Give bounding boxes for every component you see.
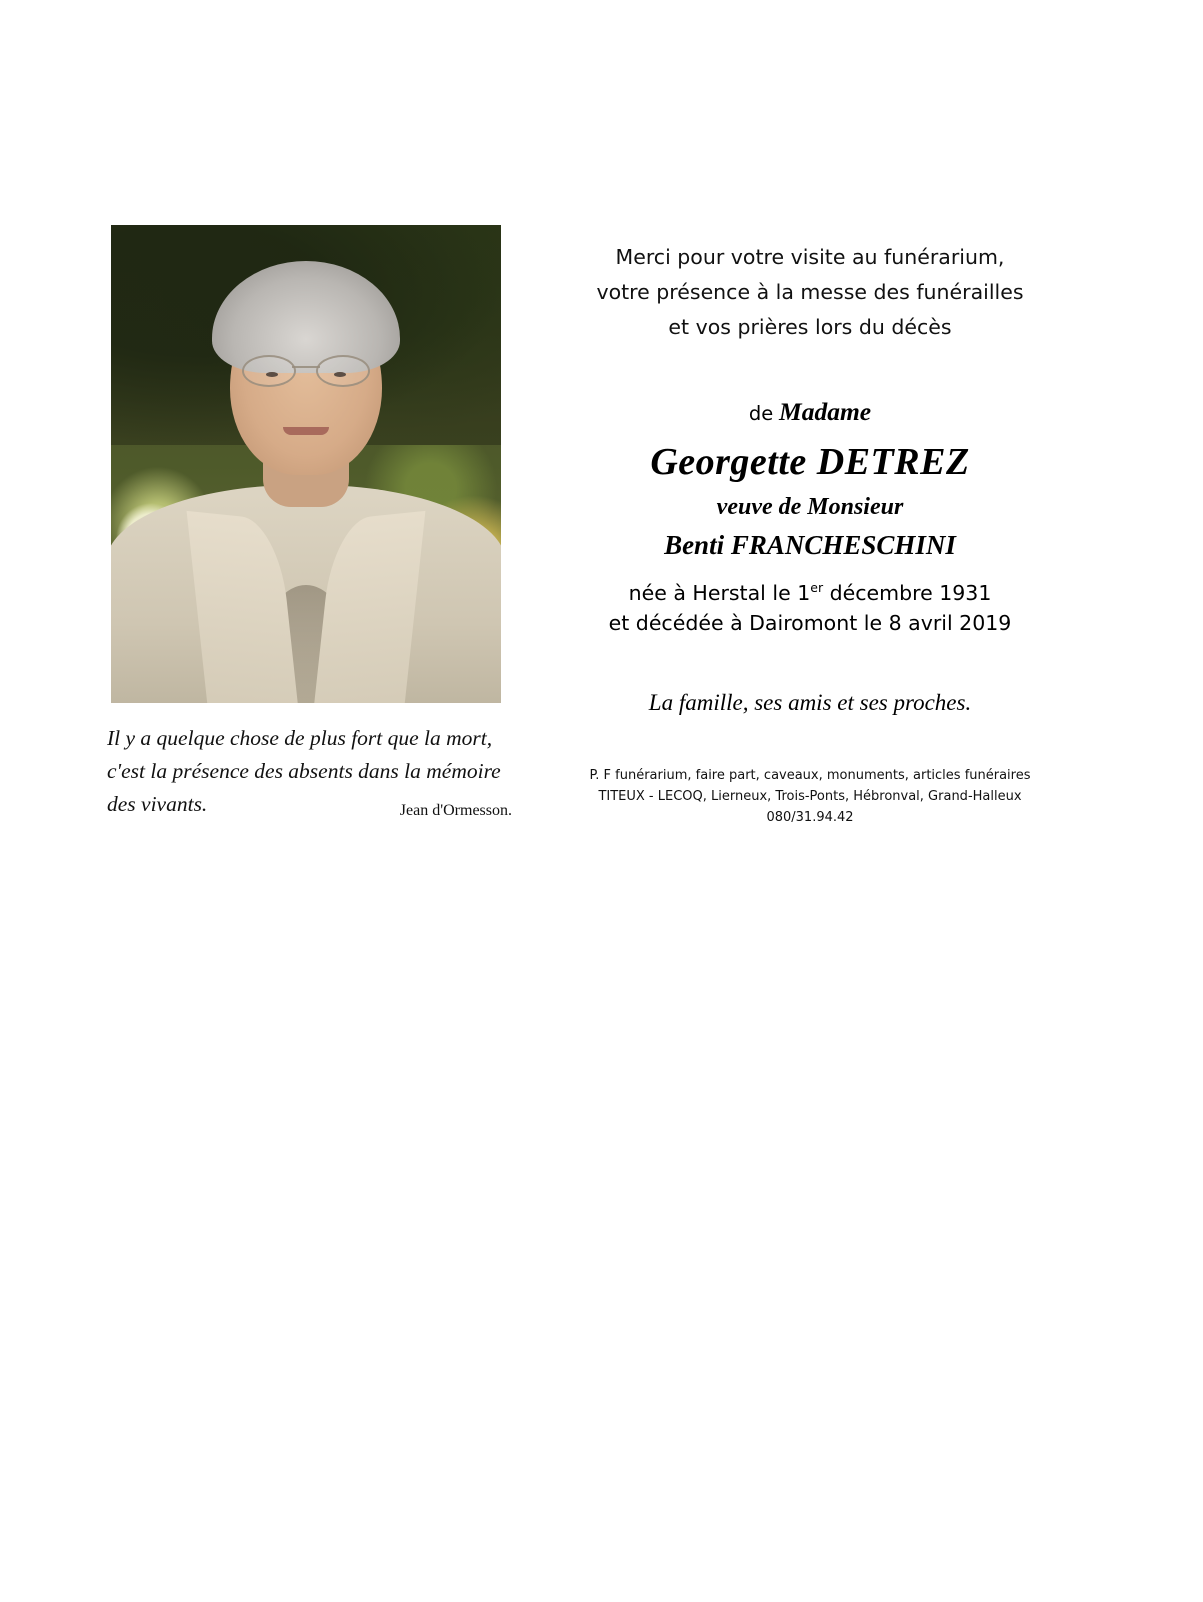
photo-glasses-bridge xyxy=(292,366,320,368)
funeral-home-credit xyxy=(560,765,1060,828)
thanks-line-2: votre présence à la messe des funérailles xyxy=(596,280,1024,304)
funeral-home-line-1: P. F funérarium, faire part, caveaux, monuments, articles funéraires xyxy=(589,768,1031,783)
memorial-quote xyxy=(107,722,512,821)
birth-ordinal-suffix: er xyxy=(810,580,824,595)
photo-coat-lapel-left xyxy=(187,511,300,703)
quote-line-3: des vivants. xyxy=(107,792,208,816)
honorific-madame: Madame xyxy=(779,397,872,426)
death-line: et décédée à Dairomont le 8 avril 2019 xyxy=(608,610,1012,635)
spouse-name: Benti FRANCHESCHINI xyxy=(664,530,956,560)
funeral-home-line-2: TITEUX - LECOQ, Lierneux, Trois-Ponts, Hébronval, Grand-Halleux 080/31.94.42 xyxy=(598,789,1022,825)
birth-prefix: née à Herstal le 1 xyxy=(628,580,811,605)
portrait-photo xyxy=(111,225,501,703)
widow-label: veuve de Monsieur xyxy=(716,494,904,520)
prefix-de: de xyxy=(748,402,774,425)
quote-line-1: Il y a quelque chose de plus fort que la mort, xyxy=(107,726,493,750)
photo-mouth xyxy=(283,427,329,435)
photo-glasses-lens-left xyxy=(242,355,296,387)
quote-attribution: Jean d'Ormesson. xyxy=(399,802,512,819)
thanks-message xyxy=(560,240,1060,345)
thanks-line-3: et vos prières lors du décès xyxy=(668,315,952,339)
photo-coat-lapel-right xyxy=(313,511,426,703)
family-signature: La famille, ses amis et ses proches. xyxy=(648,689,972,715)
quote-last-row xyxy=(107,788,512,821)
thanks-line-1: Merci pour votre visite au funérarium, xyxy=(615,245,1005,269)
life-dates xyxy=(560,573,1060,638)
deceased-name: Georgette DETREZ xyxy=(650,441,970,483)
photo-glasses xyxy=(242,355,370,385)
birth-line xyxy=(560,573,1060,608)
memorial-text-column xyxy=(560,240,1060,716)
title-line xyxy=(560,397,1060,429)
birth-rest: décembre 1931 xyxy=(823,580,992,605)
photo-glasses-lens-right xyxy=(316,355,370,387)
photo-coat xyxy=(111,485,501,703)
quote-line-2: c'est la présence des absents dans la mémoire xyxy=(107,759,501,783)
